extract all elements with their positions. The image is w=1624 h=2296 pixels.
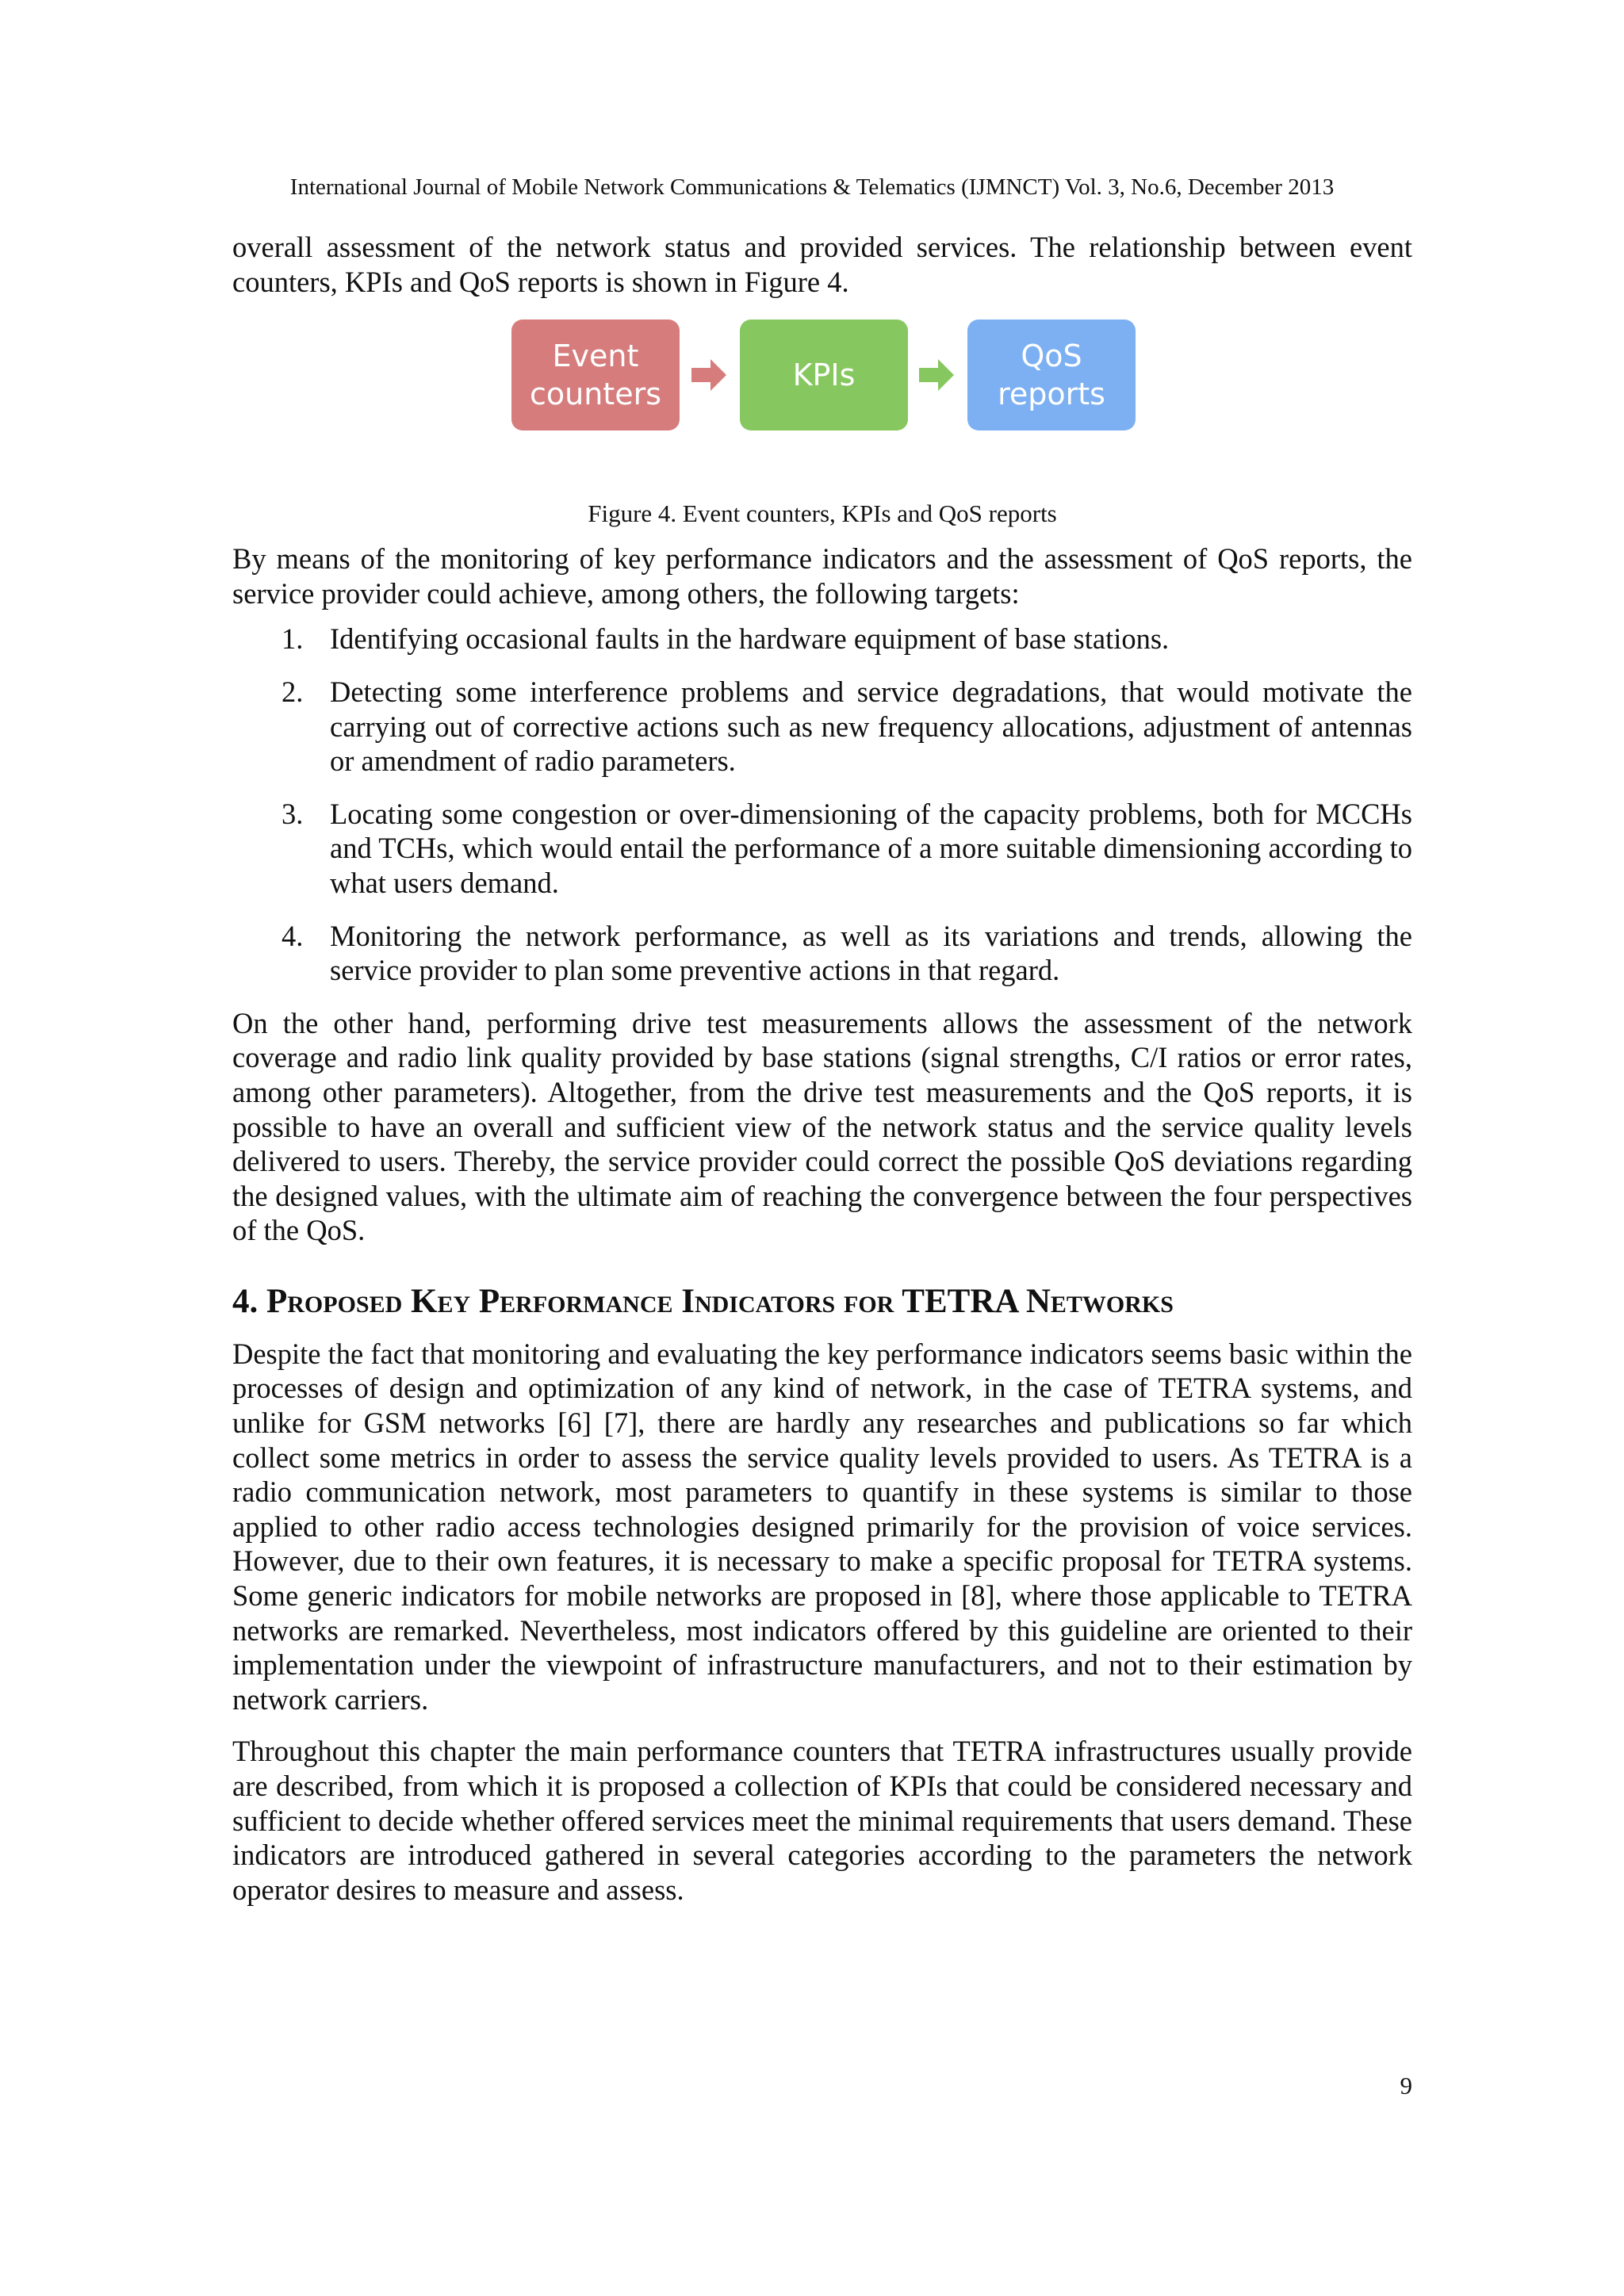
list-item-text: Monitoring the network performance, as well as its variations and trends, allowing the service provider to plan some preventive actions in that regard. — [330, 919, 1412, 987]
drive-test-paragraph: On the other hand, performing drive test measurements allows the assessment of the network coverage and radio link quality provided by base stations (signal strengths, C/I ratios or error rates, among other parameters). Altogether, from the drive test measurements and the QoS reports, it is possible to have an overall and sufficient view of the network status and the service quality levels delivered to users. Thereby, the service provider could correct the possible QoS deviations regarding the designed values, with the ultimate aim of reaching the convergence between the four perspectives of the QoS. — [232, 1006, 1412, 1247]
qos-reports-box — [967, 320, 1136, 430]
list-item — [232, 622, 1412, 656]
targets-paragraph: By means of the monitoring of key performance indicators and the assessment of QoS reports, the service provider could achieve, among others, the following targets: — [232, 542, 1412, 610]
list-item-number: 4. — [282, 919, 304, 952]
targets-list — [232, 622, 1412, 987]
page-content — [232, 230, 1412, 1907]
kpis-box — [740, 320, 908, 430]
intro-paragraph: overall assessment of the network status and provided services. The relationship between event counters, KPIs and QoS reports is shown in Figure 4. — [232, 231, 1412, 298]
event-counters-label-line1: Event — [552, 339, 639, 374]
section-heading: 4. Proposed Key Performance Indicators for TETRA Networks — [232, 1282, 1174, 1320]
list-item-text: Locating some congestion or over-dimensioning of the capacity problems, both for MCCHs and TCHs, which would entail the performance of a more suitable dimensioning according to what users demand. — [330, 797, 1412, 899]
figure-4 — [232, 313, 1412, 496]
list-item-number: 2. — [282, 675, 304, 708]
qos-reports-label-line2: reports — [998, 377, 1105, 412]
arrow-right-icon — [691, 359, 726, 391]
section-paragraph-1: Despite the fact that monitoring and evaluating the key performance indicators seems basic within the processes of design and optimization of any kind of network, in the case of TETRA systems, and unlike for GSM networks [6] [7], there are hardly any researches and publications so far which collect some metrics in order to assess the service quality levels provided to users. As TETRA is a radio communication network, most parameters to quantify in these systems is similar to those applied to other radio access technologies designed primarily for the provision of voice services. However, due to their own features, it is necessary to make a specific proposal for TETRA systems. Some generic indicators for mobile networks are proposed in [8], where those applicable to TETRA networks are remarked. Nevertheless, most indicators offered by this guideline are oriented to their implementation under the viewpoint of infrastructure manufacturers, and not to their estimation by network carriers. — [232, 1337, 1412, 1716]
section-paragraph-2: Throughout this chapter the main performance counters that TETRA infrastructures usually provide are described, from which it is proposed a collection of KPIs that could be considered necessary and sufficient to decide whether offered services meet the minimal requirements that users demand. These indicators are introduced gathered in several categories according to the parameters the network operator desires to measure and assess. — [232, 1735, 1412, 1906]
event-counters-box — [511, 320, 680, 430]
list-item — [232, 919, 1412, 988]
qos-reports-label-line1: QoS — [1021, 339, 1082, 374]
list-item-number: 3. — [282, 797, 304, 830]
figure-caption: Figure 4. Event counters, KPIs and QoS reports — [588, 499, 1057, 528]
list-item-text: Identifying occasional faults in the hardware equipment of base stations. — [330, 622, 1170, 656]
kpis-label: KPIs — [792, 358, 856, 393]
page-number: 9 — [1400, 2072, 1412, 2099]
event-counters-label-line2: counters — [529, 377, 661, 412]
list-item-text: Detecting some interference problems and service degradations, that would motivate the carrying out of corrective actions such as new frequency allocations, adjustment of antennas or amendment of radio parameters. — [330, 675, 1412, 778]
list-item-number: 1. — [282, 622, 304, 656]
journal-header: International Journal of Mobile Network Communications & Telematics (IJMNCT) Vol. 3, No.6, December 2013 — [289, 174, 1335, 200]
arrow-right-icon — [919, 359, 954, 391]
list-item — [232, 797, 1412, 901]
list-item — [232, 675, 1412, 779]
